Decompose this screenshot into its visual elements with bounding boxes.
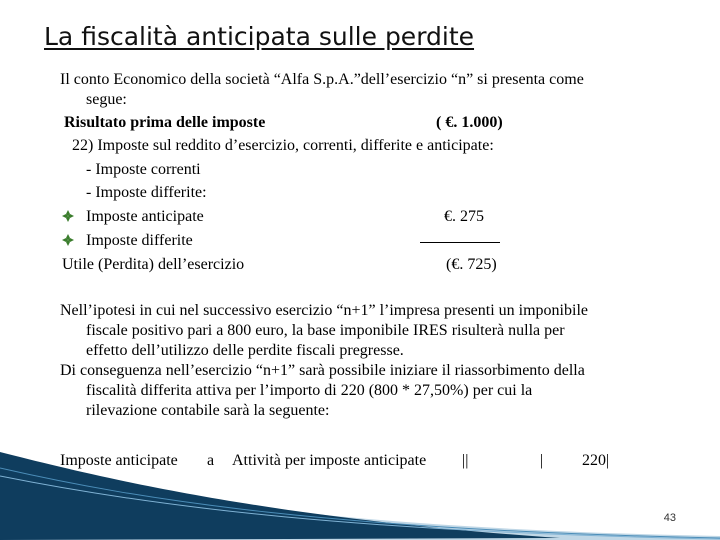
- profit-value: (€. 725): [446, 256, 497, 273]
- entry-a: a: [207, 452, 215, 469]
- intro-line-1: Il conto Economico della società “Alfa S.p.A.”dell’esercizio “n” si presenta come: [60, 71, 584, 88]
- result-value: ( €. 1.000): [436, 114, 503, 131]
- bullet-prepaid-label: Imposte anticipate: [86, 208, 204, 225]
- page-number: 43: [663, 512, 676, 524]
- paragraph-hypothesis: [60, 301, 660, 421]
- para1-line-2: fiscale positivo pari a 800 euro, la base imponibile IRES risulterà nulla per: [86, 322, 565, 339]
- sub-item-deferred-taxes: - Imposte differite:: [86, 184, 207, 201]
- bullet-diamond-icon: [62, 234, 74, 246]
- slide-title: La fiscalità anticipata sulle perdite: [44, 22, 475, 51]
- taxes-line: 22) Imposte sul reddito d’esercizio, correnti, differite e anticipate:: [72, 137, 494, 154]
- decorative-swoosh: [0, 450, 720, 540]
- entry-amount: 220|: [582, 452, 610, 469]
- para2-line-2: fiscalità differita attiva per l’importo di 220 (800 * 27,50%) per cui la: [86, 382, 533, 399]
- para1-line-3: effetto dell’utilizzo delle perdite fiscali pregresse.: [86, 342, 404, 359]
- entry-credit-account: Attività per imposte anticipate: [232, 452, 427, 469]
- intro-line-2: segue:: [86, 91, 127, 108]
- para2-line-3: rilevazione contabile sarà la seguente:: [86, 402, 330, 419]
- sub-item-current-taxes: - Imposte correnti: [86, 161, 201, 178]
- bullet-diamond-icon: [62, 210, 74, 222]
- result-label: Risultato prima delle imposte: [64, 114, 266, 131]
- entry-separator-1: ||: [462, 452, 469, 469]
- bullet-prepaid-value: €. 275: [444, 208, 484, 225]
- para1-line-1: Nell’ipotesi in cui nel successivo esercizio “n+1” l’impresa presenti un imponibile: [60, 302, 588, 319]
- profit-label: Utile (Perdita) dell’esercizio: [62, 256, 245, 273]
- entry-debit-account: Imposte anticipate: [60, 452, 178, 469]
- para2-line-1: Di conseguenza nell’esercizio “n+1” sarà possibile iniziare il riassorbimento della: [60, 362, 585, 379]
- bullet-deferred-label: Imposte differite: [86, 232, 193, 249]
- entry-separator-2: |: [540, 452, 544, 469]
- sum-underline: [420, 242, 500, 243]
